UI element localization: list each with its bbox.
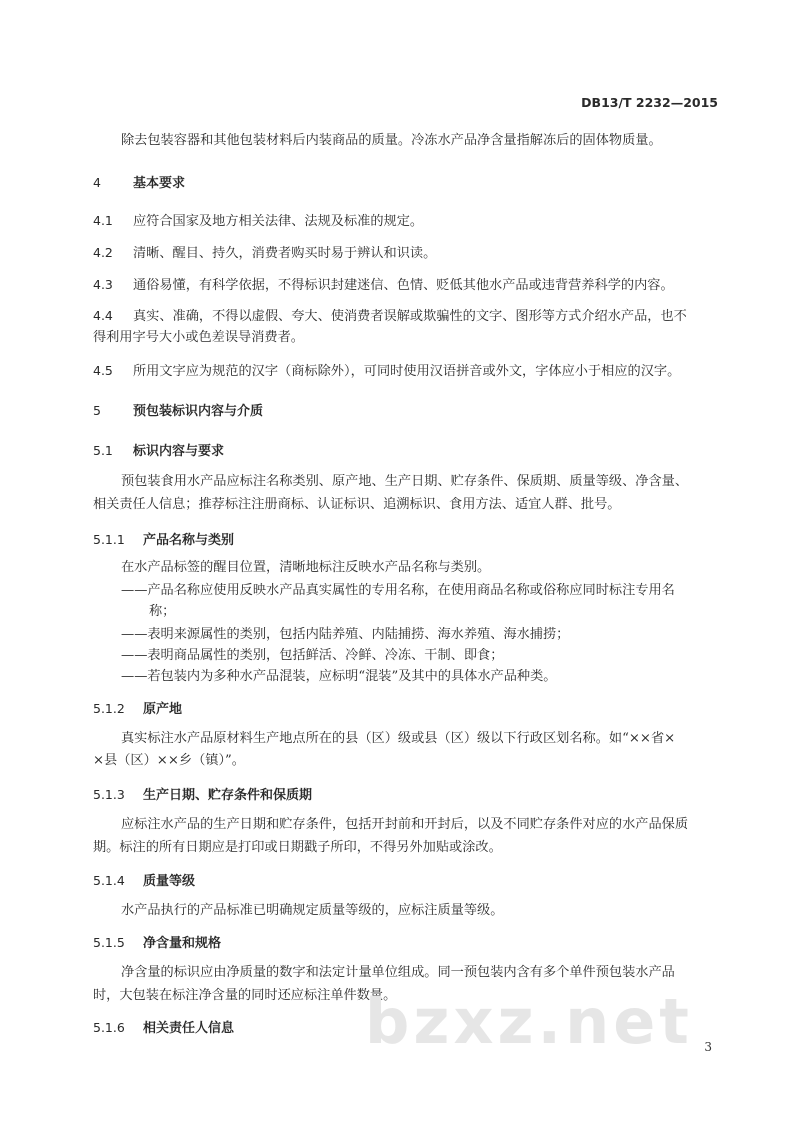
section-5-1-3-paragraph: 应标注水产品的生产日期和贮存条件，包括开封前和开封后，以及不同贮存条件对应的水产品保质 [121, 817, 689, 832]
section-title: 预包装标识内容与介质 [133, 404, 264, 419]
document-number: DB13/T 2232—2015 [581, 95, 718, 110]
clause-number: 4.4 [93, 308, 113, 323]
clause-number: 4.2 [93, 245, 113, 260]
page-number: 3 [704, 1040, 712, 1054]
section-number: 5.1.1 [93, 532, 125, 547]
section-5-1-4-heading [93, 870, 715, 893]
section-number: 5.1.6 [93, 1020, 125, 1035]
section-number: 5.1.2 [93, 701, 125, 716]
section-5-1-2-heading [93, 698, 715, 721]
section-title: 质量等级 [143, 874, 196, 889]
clause-4-3 [93, 274, 715, 297]
section-5-1-paragraph: 预包装食用水产品应标注名称类别、原产地、生产日期、贮存条件、保质期、质量等级、净含量、 [121, 474, 689, 489]
section-title: 净含量和规格 [143, 936, 222, 951]
section-number: 5 [93, 403, 101, 418]
clause-text: 通俗易懂，有科学依据，不得标识封建迷信、色情、贬低其他水产品或违背营养科学的内容。 [133, 278, 674, 293]
section-5-1-3-paragraph-continued: 期。标注的所有日期应是打印或日期戳子所印，不得另外加贴或涂改。 [93, 840, 502, 855]
dash-item: ——表明商品属性的类别，包括鲜活、冷鲜、冷冻、干制、即食； [121, 648, 504, 663]
clause-text: 清晰、醒目、持久，消费者购买时易于辨认和识读。 [133, 246, 437, 261]
clause-4-5 [93, 360, 715, 383]
section-5-1-5-heading [93, 932, 715, 955]
clause-4-4-continued: 得利用字号大小或色差误导消费者。 [93, 330, 304, 345]
section-number: 4 [93, 175, 101, 190]
watermark: bzxz.net [365, 985, 693, 1058]
intro-paragraph: 除去包装容器和其他包装材料后内装商品的质量。冷冻水产品净含量指解冻后的固体物质量。 [121, 133, 662, 148]
section-5-1-1-paragraph: 在水产品标签的醒目位置，清晰地标注反映水产品名称与类别。 [121, 560, 491, 575]
section-4-heading [93, 172, 715, 195]
dash-item: ——表明来源属性的类别，包括内陆养殖、内陆捕捞、海水养殖、海水捕捞； [121, 627, 570, 642]
section-title: 生产日期、贮存条件和保质期 [143, 788, 313, 803]
section-5-1-1-heading [93, 529, 715, 552]
section-title: 基本要求 [133, 176, 186, 191]
section-5-1-5-paragraph: 净含量的标识应由净质量的数字和法定计量单位组成。同一预包装内含有多个单件预包装水产品 [121, 965, 675, 980]
section-number: 5.1.4 [93, 873, 125, 888]
clause-4-4 [93, 305, 715, 328]
dash-item: ——若包装内为多种水产品混装，应标明“混装”及其中的具体水产品种类。 [121, 669, 557, 684]
section-number: 5.1.3 [93, 787, 125, 802]
clause-4-2 [93, 242, 715, 265]
section-5-1-5-paragraph-continued: 时，大包装在标注净含量的同时还应标注单件数量。 [93, 988, 397, 1003]
section-5-heading [93, 400, 715, 423]
clause-number: 4.3 [93, 277, 113, 292]
section-5-1-4-paragraph: 水产品执行的产品标准已明确规定质量等级的，应标注质量等级。 [121, 903, 504, 918]
clause-number: 4.5 [93, 363, 113, 378]
dash-item-continued: 称； [149, 604, 176, 619]
section-number: 5.1 [93, 443, 113, 458]
section-title: 产品名称与类别 [143, 533, 235, 548]
section-title: 原产地 [143, 702, 183, 717]
section-5-1-3-heading [93, 784, 715, 807]
clause-text: 所用文字应为规范的汉字（商标除外），可同时使用汉语拼音或外文，字体应小于相应的汉字。 [133, 364, 681, 379]
dash-item: ——产品名称应使用反映水产品真实属性的专用名称，在使用商品名称或俗称应同时标注专用名 [121, 583, 675, 598]
section-number: 5.1.5 [93, 935, 125, 950]
section-5-1-paragraph-continued: 相关责任人信息；推荐标注注册商标、认证标识、追溯标识、食用方法、适宜人群、批号。 [93, 497, 621, 512]
section-5-1-heading [93, 440, 715, 463]
clause-text: 真实、准确，不得以虚假、夸大、使消费者误解或欺骗性的文字、图形等方式介绍水产品，也不 [133, 309, 687, 324]
clause-4-1 [93, 210, 715, 233]
clause-text: 应符合国家及地方相关法律、法规及标准的规定。 [133, 214, 424, 229]
section-5-1-2-paragraph: 真实标注水产品原材料生产地点所在的县（区）级或县（区）级以下行政区划名称。如“××省× [121, 731, 676, 746]
section-title: 标识内容与要求 [133, 444, 225, 459]
section-5-1-2-paragraph-continued: ×县（区）××乡（镇）”。 [93, 753, 245, 768]
clause-number: 4.1 [93, 213, 113, 228]
section-title: 相关责任人信息 [143, 1021, 235, 1036]
